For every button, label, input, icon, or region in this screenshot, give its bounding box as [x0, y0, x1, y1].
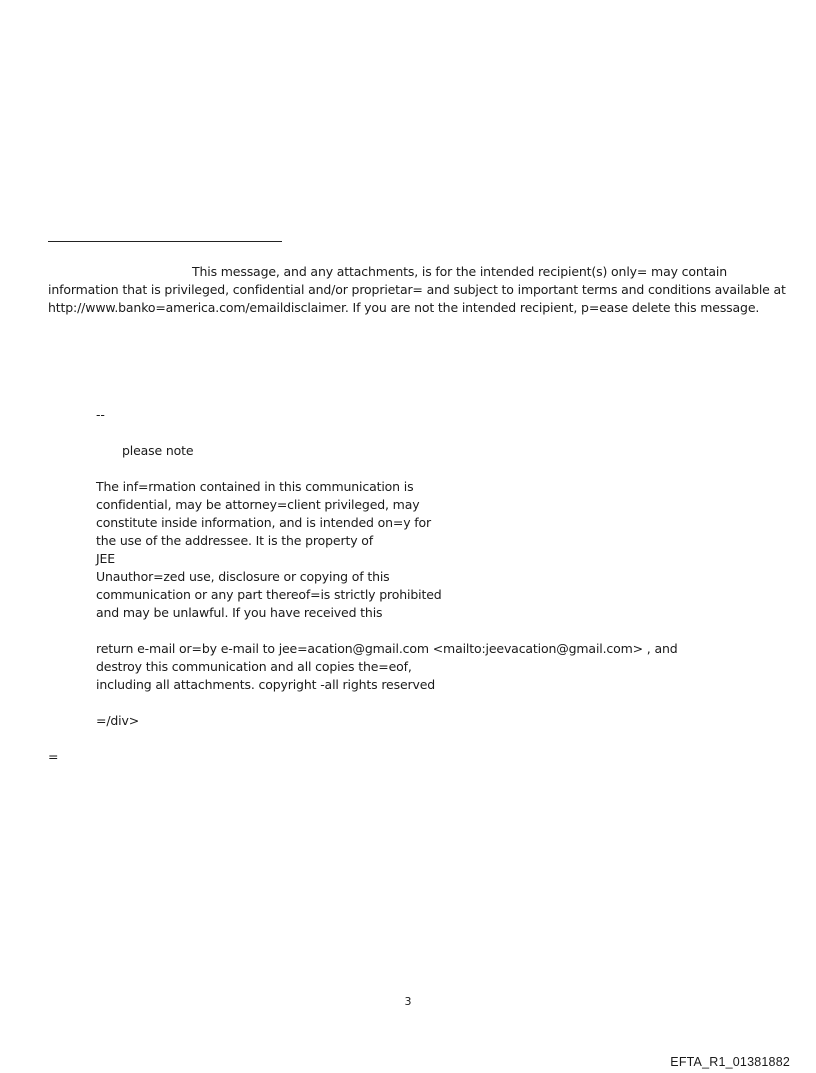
confidentiality-notice-line: and may be unlawful. If you have received this: [96, 605, 383, 620]
footnote-separator-rule: [48, 241, 282, 242]
please-note-heading: please note: [122, 443, 194, 458]
page-number: 3: [404, 995, 412, 1008]
closing-div-tag: =/div>: [96, 713, 140, 728]
disclaimer-line: information that is privileged, confidential and/or proprietar= and subject to important terms and conditions available at: [48, 282, 786, 297]
disclaimer-line: This message, and any attachments, is for the intended recipient(s) only= may contain: [192, 264, 728, 279]
confidentiality-notice-line: constitute inside information, and is intended on=y for: [96, 515, 432, 530]
confidentiality-notice-line: confidential, may be attorney=client privileged, may: [96, 497, 420, 512]
disclaimer-line: http://www.banko=america.com/emaildisclaimer. If you are not the intended recipient, p=ease delete this message.: [48, 300, 760, 315]
return-notice-line: destroy this communication and all copies the=eof,: [96, 659, 412, 674]
confidentiality-notice-line: The inf=rmation contained in this communication is: [96, 479, 414, 494]
confidentiality-notice-line: the use of the addressee. It is the property of: [96, 533, 374, 548]
confidentiality-notice-line: communication or any part thereof=is strictly prohibited: [96, 587, 442, 602]
return-notice-line: including all attachments. copyright -all rights reserved: [96, 677, 436, 692]
confidentiality-notice-line: Unauthor=zed use, disclosure or copying of this: [96, 569, 390, 584]
document-id: EFTA_R1_01381882: [670, 1055, 790, 1069]
trailing-equals: =: [48, 749, 59, 764]
signature-separator: --: [96, 407, 105, 422]
return-notice-line: return e-mail or=by e-mail to jee=acation@gmail.com <mailto:jeevacation@gmail.com> , and: [96, 641, 678, 656]
confidentiality-notice-line: JEE: [96, 551, 116, 566]
